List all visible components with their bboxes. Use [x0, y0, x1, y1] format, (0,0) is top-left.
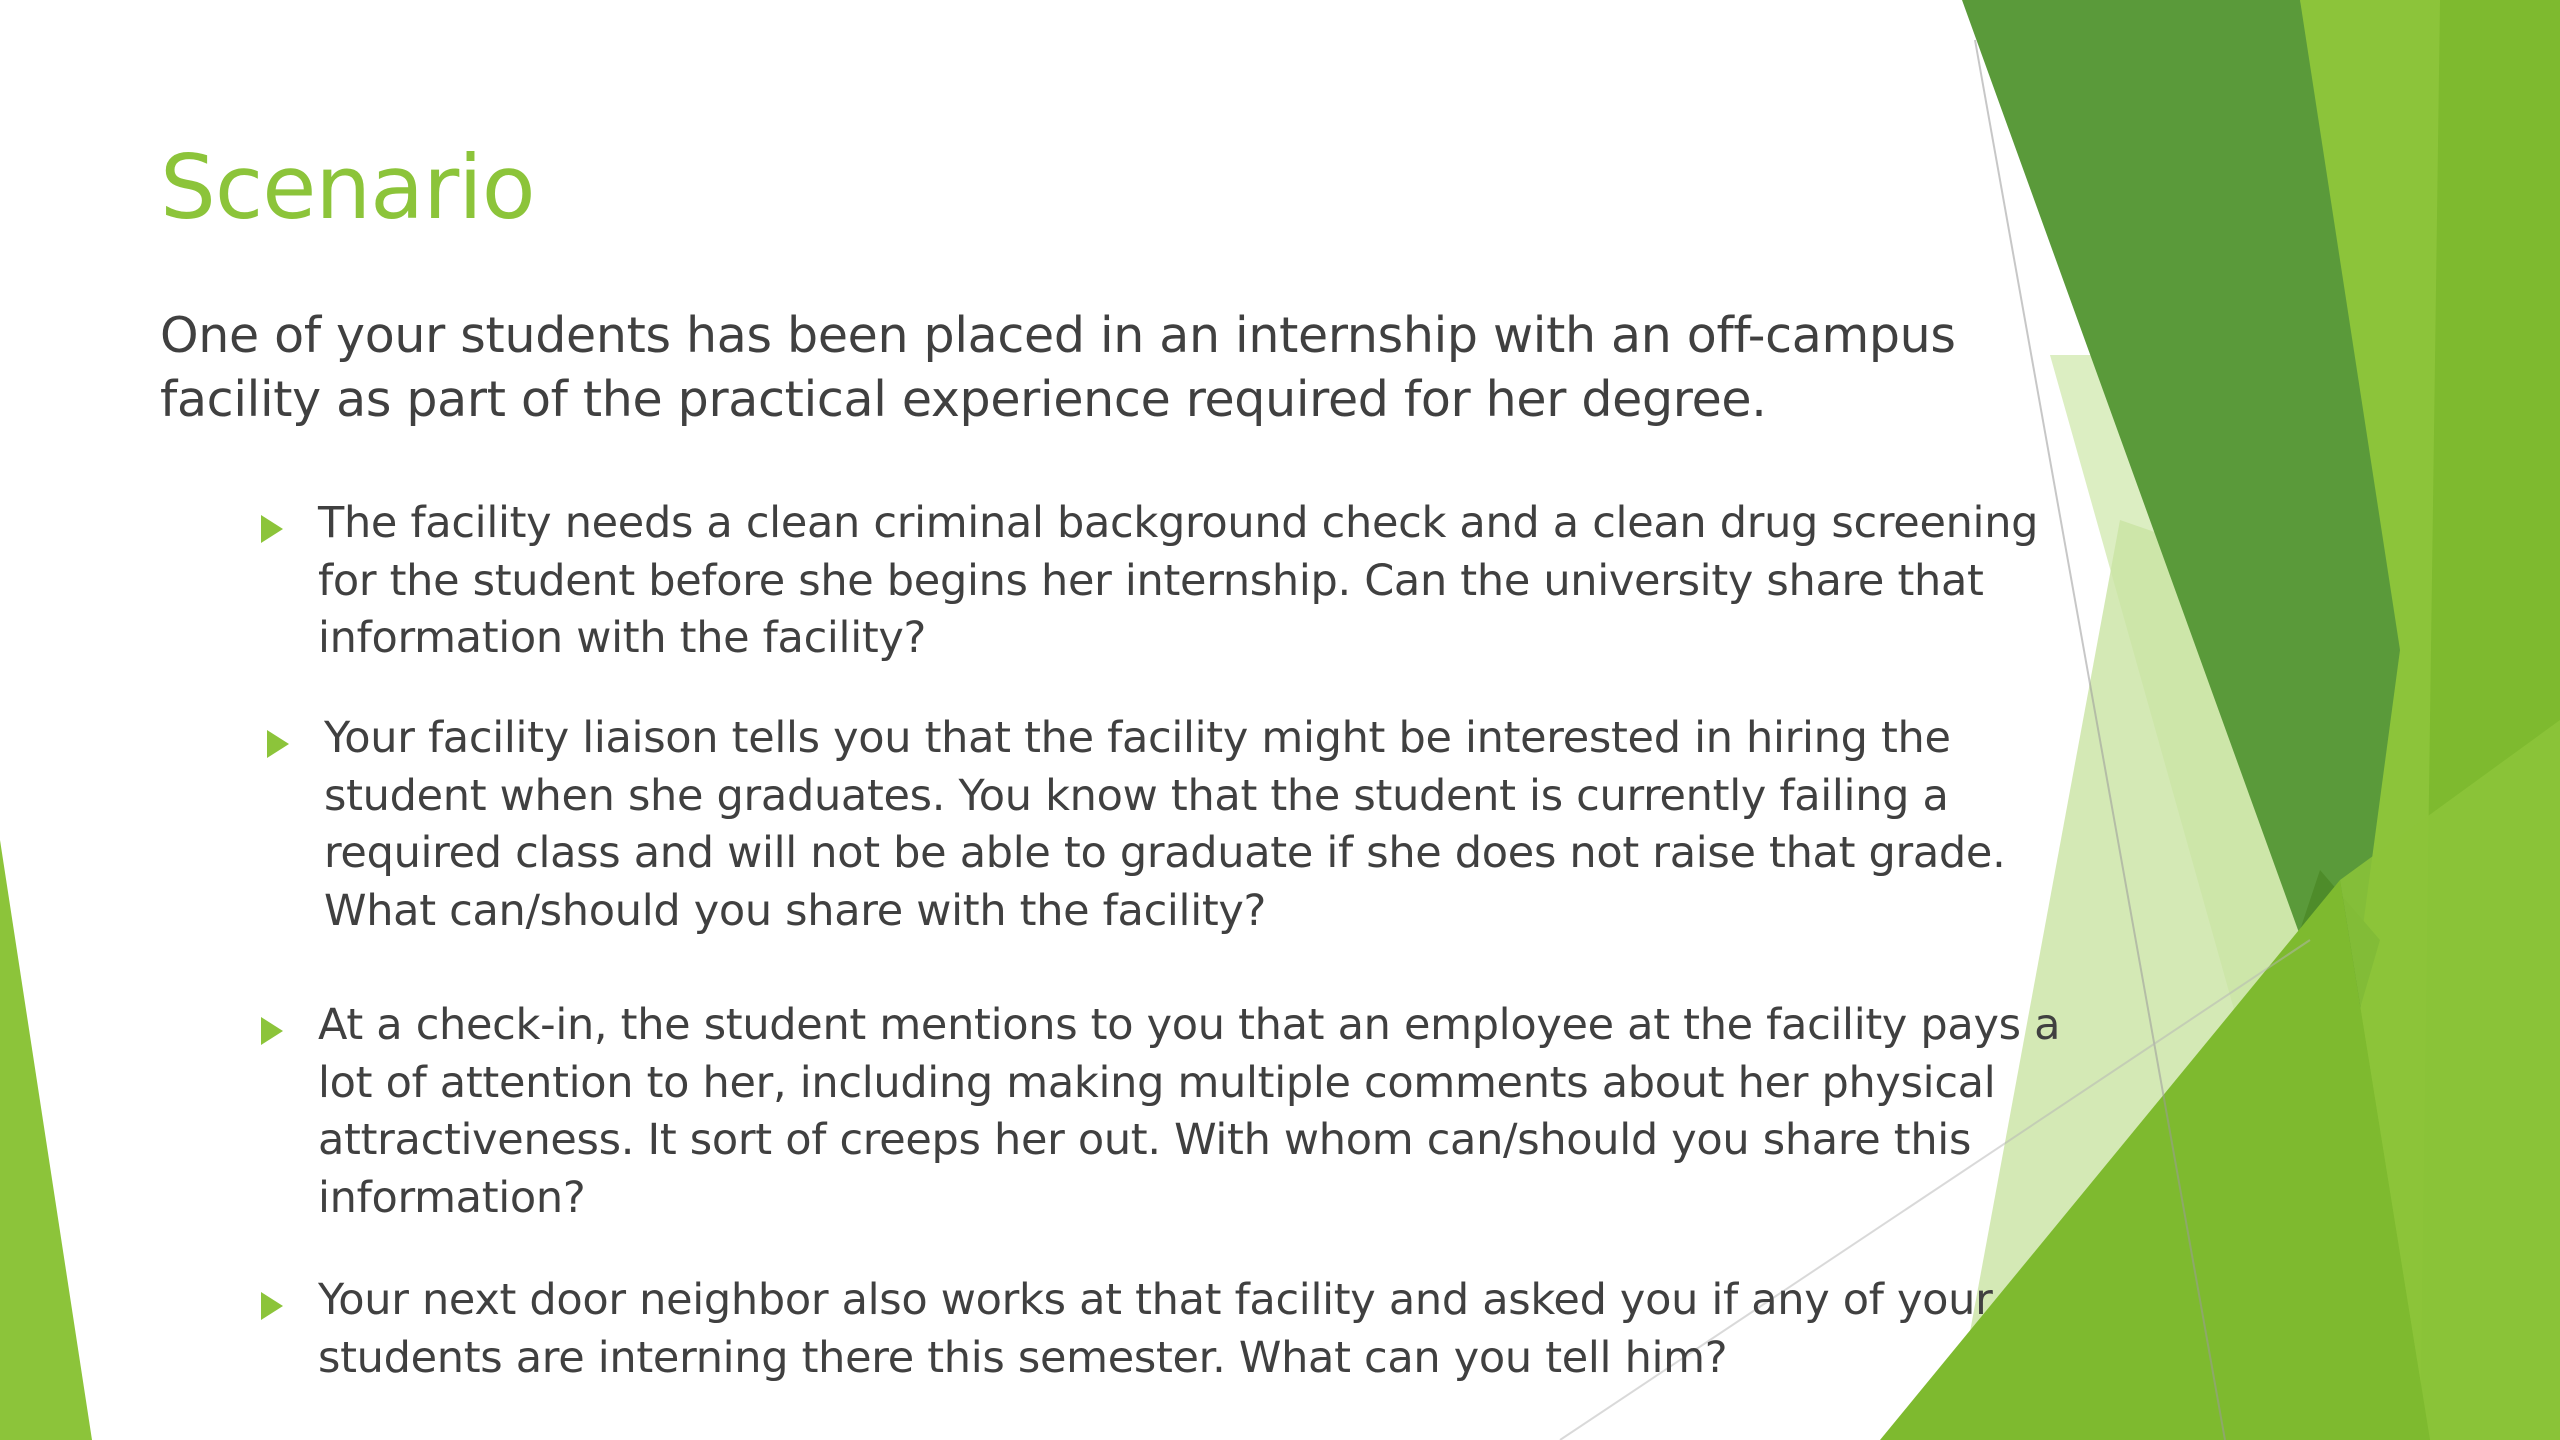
triangle-right-icon — [267, 730, 289, 758]
list-item — [324, 710, 2104, 940]
triangle-right-icon — [261, 515, 283, 543]
bullet-text: At a check-in, the student mentions to you that an employee at the facility pays a lot of attention to her, including making multiple comments about her physical attractiveness. It sort of creeps her out. With whom can/should you share this information? — [318, 1000, 2061, 1223]
triangle-right-icon — [261, 1292, 283, 1320]
left-green-facet — [0, 840, 92, 1440]
intro-paragraph: One of your students has been placed in an internship with an off-campus facility as part of the practical experience required for her degree. — [160, 307, 1956, 428]
bullet-text: The facility needs a clean criminal background check and a clean drug screening for the student before she begins her internship. Can the university share that information with the facility? — [318, 498, 2039, 663]
list-item — [318, 997, 2098, 1227]
list-item — [318, 495, 2098, 668]
list-item — [318, 1272, 2098, 1387]
bullet-text: Your facility liaison tells you that the facility might be interested in hiring the student when she graduates. You know that the student is currently failing a required class and will not be able to graduate if she does not raise that grade. What can/should you share with the facility? — [324, 713, 2006, 936]
page-title: Scenario — [160, 136, 535, 239]
bullet-text: Your next door neighbor also works at that facility and asked you if any of your students are interning there this semester. What can you tell him? — [318, 1275, 1993, 1383]
triangle-right-icon — [261, 1017, 283, 1045]
